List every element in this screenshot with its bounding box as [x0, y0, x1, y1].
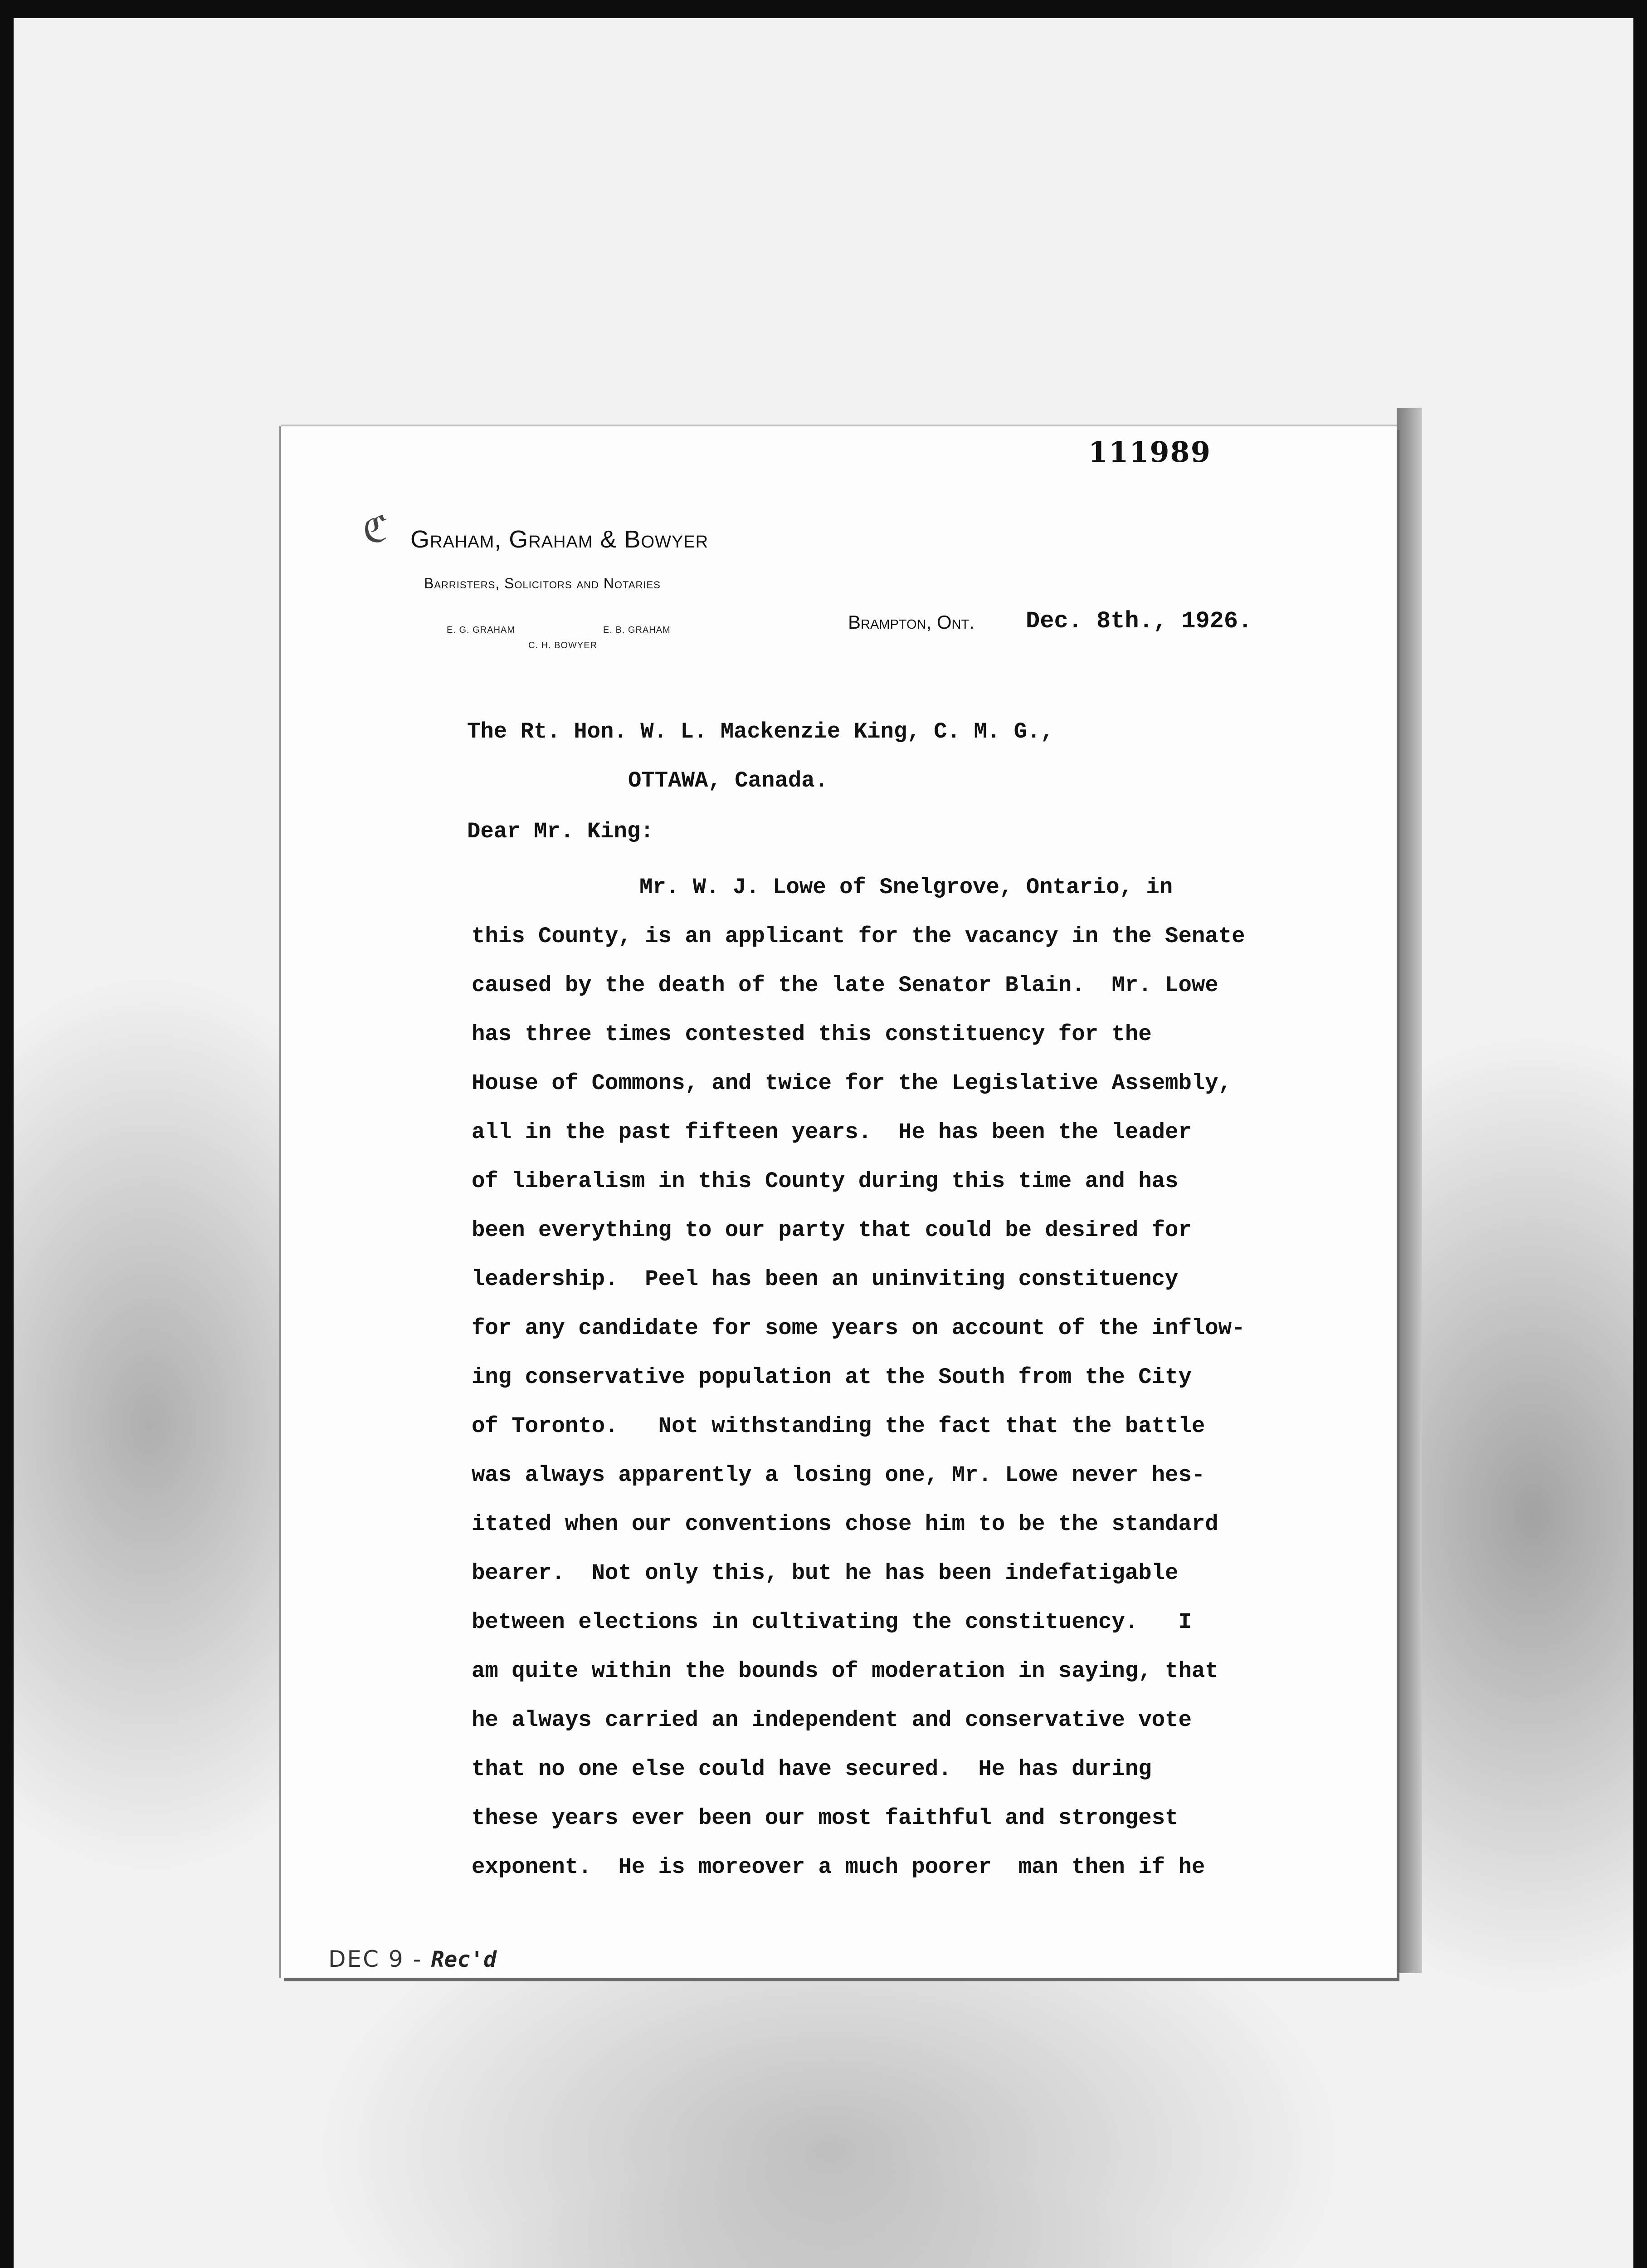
- body-line: between elections in cultivating the constituency. I: [472, 1609, 1192, 1635]
- body-line: these years ever been our most faithful and strongest: [472, 1805, 1179, 1831]
- salutation: Dear Mr. King:: [467, 819, 654, 844]
- received-stamp: [328, 1946, 497, 1972]
- received-handwritten-note: Rec'd: [431, 1947, 497, 1972]
- body-line: of liberalism in this County during this time and has: [472, 1168, 1179, 1194]
- document-number: 111989: [1088, 435, 1211, 469]
- letter-date: Dec. 8th., 1926.: [1026, 608, 1252, 635]
- letter-sheet: [281, 426, 1397, 1978]
- address-line-2: OTTAWA, Canada.: [628, 768, 828, 793]
- body-line: all in the past fifteen years. He has been the leader: [472, 1119, 1192, 1145]
- body-line: of Toronto. Not withstanding the fact that the battle: [472, 1413, 1205, 1439]
- body-line: Mr. W. J. Lowe of Snelgrove, Ontario, in: [639, 875, 1173, 900]
- letterhead-firm-name: Graham, Graham & Bowyer: [410, 526, 709, 553]
- body-line: this County, is an applicant for the vacancy in the Senate: [472, 924, 1245, 949]
- letterhead-subtitle: Barristers, Solicitors and Notaries: [424, 575, 661, 591]
- body-line: been everything to our party that could be desired for: [472, 1217, 1192, 1243]
- letterhead-partner: E. G. GRAHAM: [447, 625, 515, 635]
- body-line: caused by the death of the late Senator Blain. Mr. Lowe: [472, 973, 1218, 998]
- body-line: am quite within the bounds of moderation in saying, that: [472, 1658, 1218, 1684]
- body-line: exponent. He is moreover a much poorer man then if he: [472, 1854, 1205, 1880]
- letterhead-partner: E. B. GRAHAM: [603, 625, 671, 635]
- body-line: itated when our conventions chose him to be the standard: [472, 1511, 1218, 1537]
- body-line: was always apparently a losing one, Mr. Lowe never hes-: [472, 1462, 1205, 1488]
- sheet-shadow: [1397, 408, 1422, 1973]
- body-line: leadership. Peel has been an uninviting constituency: [472, 1266, 1179, 1292]
- letterhead-mark-icon: ℭ: [363, 508, 389, 550]
- body-line: ing conservative population at the South from the City: [472, 1364, 1192, 1390]
- body-line: that no one else could have secured. He has during: [472, 1756, 1152, 1782]
- received-stamp-date: DEC 9 -: [328, 1946, 423, 1972]
- body-line: for any candidate for some years on account of the inflow-: [472, 1315, 1245, 1341]
- body-line: bearer. Not only this, but he has been indefatigable: [472, 1560, 1179, 1586]
- address-line-1: The Rt. Hon. W. L. Mackenzie King, C. M. G.,: [467, 719, 1054, 744]
- body-line: has three times contested this constituency for the: [472, 1022, 1152, 1047]
- letterhead-partner: C. H. BOWYER: [528, 640, 598, 650]
- body-line: he always carried an independent and conservative vote: [472, 1707, 1192, 1733]
- letterhead-place: Brampton, Ont.: [848, 611, 975, 633]
- body-line: House of Commons, and twice for the Legislative Assembly,: [472, 1070, 1232, 1096]
